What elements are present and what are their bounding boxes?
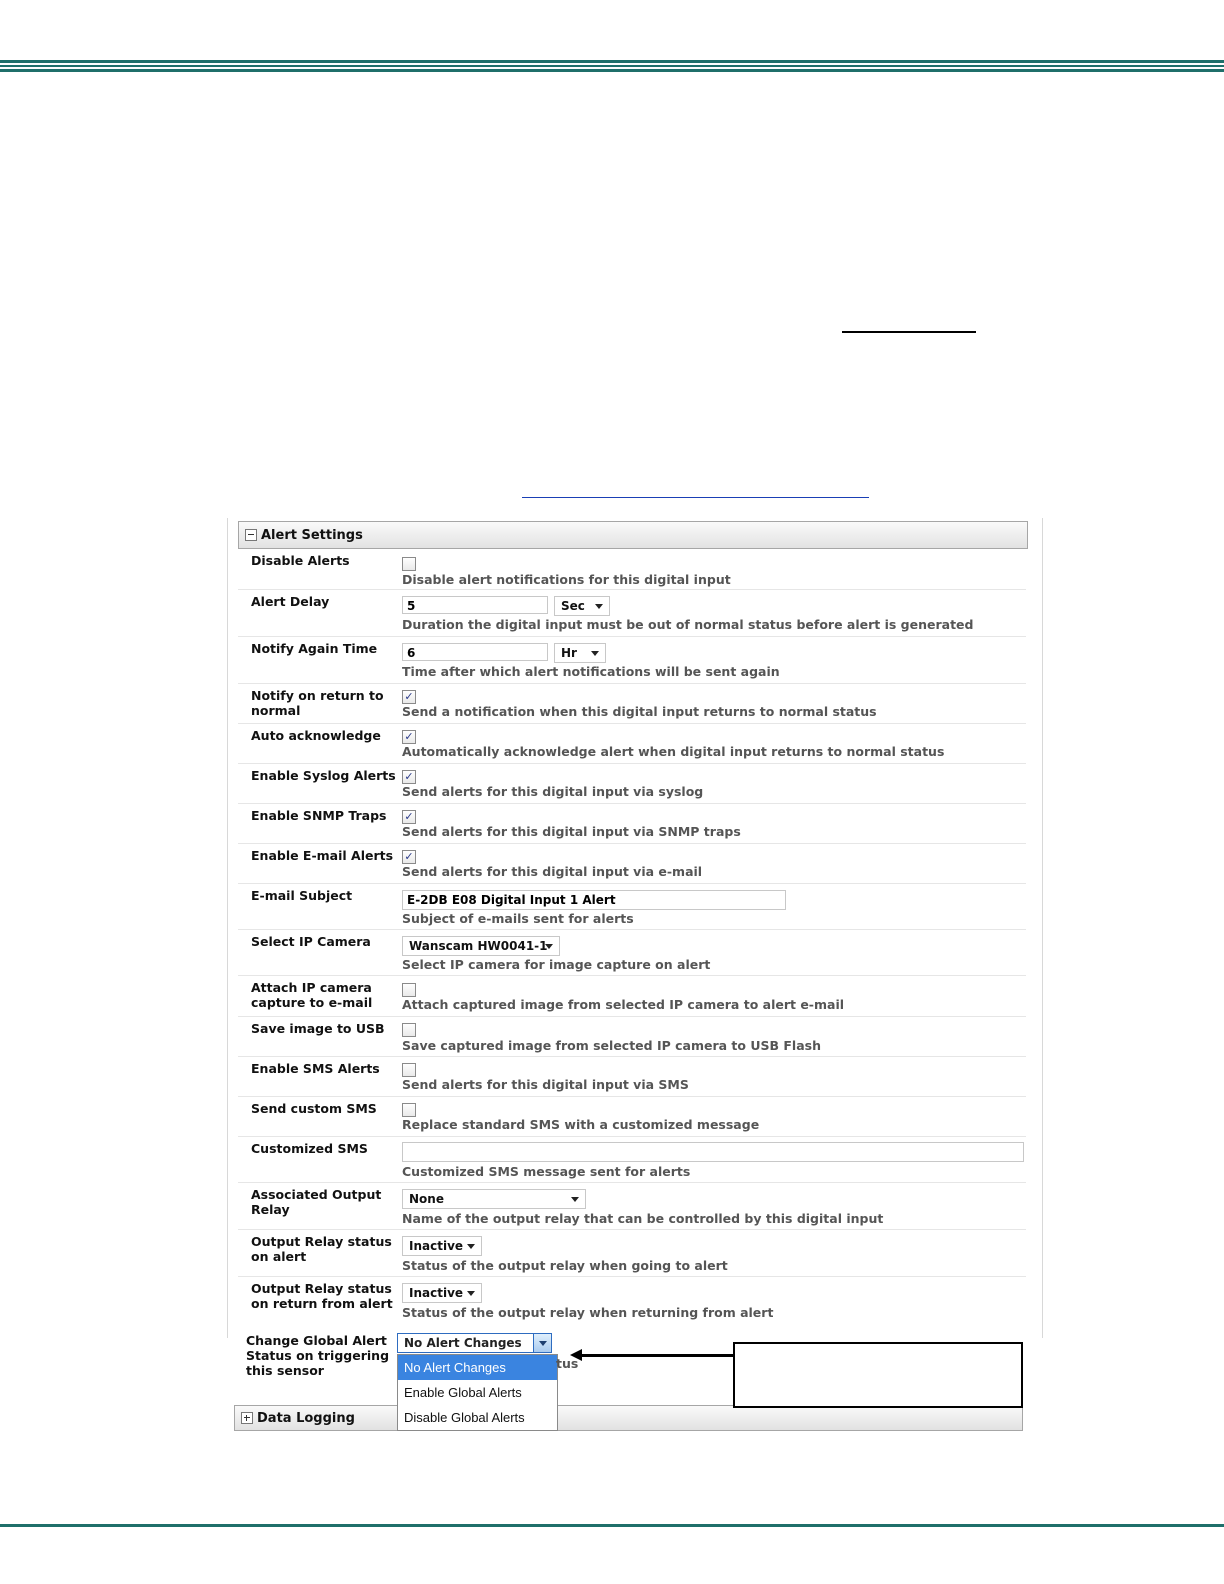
row-desc: Select IP camera for image capture on alert <box>402 957 711 972</box>
row-desc: Status of the output relay when going to alert <box>402 1258 728 1273</box>
row-relay-on-alert <box>238 1230 1026 1277</box>
chevron-down-icon[interactable] <box>533 1334 551 1352</box>
alert-delay-input[interactable]: 5 <box>402 596 548 614</box>
notify-again-unit-select[interactable] <box>554 643 606 663</box>
row-syslog <box>238 764 1026 804</box>
chevron-down-icon <box>571 1197 579 1202</box>
row-desc: Subject of e-mails sent for alerts <box>402 911 634 926</box>
data-logging-header[interactable] <box>234 1405 1023 1431</box>
row-ip-camera <box>238 930 1026 976</box>
option-no-alert-changes[interactable]: No Alert Changes <box>398 1355 557 1380</box>
sms-alerts-checkbox[interactable] <box>402 1063 416 1077</box>
row-label: Disable Alerts <box>251 553 350 568</box>
frame-left <box>227 518 228 1338</box>
chevron-down-icon <box>467 1244 475 1249</box>
row-label: Attach IP camera capture to e-mail <box>251 980 373 1010</box>
row-label: Output Relay status on return from alert <box>251 1281 393 1311</box>
row-desc: Disable alert notifications for this digital input <box>402 572 731 587</box>
row-desc: Attach captured image from selected IP camera to alert e-mail <box>402 997 845 1012</box>
row-label: Customized SMS <box>251 1141 368 1156</box>
global-alert-options <box>397 1354 558 1431</box>
row-sms-alerts <box>238 1057 1026 1097</box>
option-enable-global-alerts[interactable]: Enable Global Alerts <box>404 1385 522 1400</box>
email-alerts-checkbox[interactable]: ✓ <box>402 850 416 864</box>
row-label: Enable SMS Alerts <box>251 1061 380 1076</box>
chevron-down-icon <box>591 651 599 656</box>
underline-mark <box>842 331 976 333</box>
alert-delay-unit-select[interactable] <box>554 596 610 616</box>
chevron-down-icon <box>595 604 603 609</box>
row-output-relay <box>238 1183 1026 1230</box>
syslog-checkbox[interactable]: ✓ <box>402 770 416 784</box>
row-desc: Automatically acknowledge alert when digital input returns to normal status <box>402 744 945 759</box>
row-notify-again <box>238 637 1026 684</box>
row-label: Notify on return to normal <box>251 688 384 718</box>
select-value: Wanscam HW0041-1 <box>409 939 548 953</box>
select-value: Hr <box>561 646 577 660</box>
output-relay-select[interactable] <box>402 1189 586 1209</box>
row-email-alerts <box>238 844 1026 884</box>
link-underline <box>522 497 869 498</box>
row-notify-return <box>238 684 1026 724</box>
row-save-usb <box>238 1017 1026 1057</box>
notify-again-input[interactable]: 6 <box>402 643 548 661</box>
email-subject-input[interactable]: E-2DB E08 Digital Input 1 Alert <box>402 890 786 910</box>
row-disable-alerts <box>238 549 1026 590</box>
row-snmp <box>238 804 1026 844</box>
row-desc: Send alerts for this digital input via syslog <box>402 784 704 799</box>
row-label: Associated Output Relay <box>251 1187 382 1217</box>
row-desc: Replace standard SMS with a customized message <box>402 1117 760 1132</box>
select-value: None <box>409 1192 444 1206</box>
collapse-icon[interactable] <box>245 529 257 541</box>
row-desc: Send alerts for this digital input via e-mail <box>402 864 703 879</box>
auto-ack-checkbox[interactable]: ✓ <box>402 730 416 744</box>
save-usb-checkbox[interactable] <box>402 1023 416 1037</box>
chevron-down-icon <box>467 1291 475 1296</box>
section-title: Alert Settings <box>261 527 363 543</box>
row-label: Output Relay status on alert <box>251 1234 392 1264</box>
row-label: Enable SNMP Traps <box>251 808 387 823</box>
row-desc: Save captured image from selected IP camera to USB Flash <box>402 1038 821 1053</box>
option-disable-global-alerts[interactable]: Disable Global Alerts <box>404 1410 525 1425</box>
header-rule <box>0 60 1224 63</box>
row-label: Enable E-mail Alerts <box>251 848 394 863</box>
row-custom-sms <box>238 1097 1026 1137</box>
row-label: E-mail Subject <box>251 888 353 903</box>
section-title: Data Logging <box>257 1410 355 1426</box>
row-email-subject <box>238 884 1026 930</box>
alert-settings-screenshot <box>227 518 1043 1452</box>
relay-on-alert-select[interactable] <box>402 1236 482 1256</box>
footer-rule <box>0 1524 1224 1527</box>
row-label: Change Global Alert Status on triggering this sensor <box>246 1333 390 1378</box>
select-value: Inactive <box>409 1286 464 1300</box>
attach-capture-checkbox[interactable] <box>402 983 416 997</box>
row-label: Send custom SMS <box>251 1101 377 1116</box>
select-value: Sec <box>561 599 585 613</box>
callout-box <box>733 1342 1023 1408</box>
disable-alerts-checkbox[interactable] <box>402 557 416 571</box>
row-label: Enable Syslog Alerts <box>251 768 396 783</box>
row-desc: Send alerts for this digital input via SMS <box>402 1077 689 1092</box>
row-relay-on-return <box>238 1277 1026 1325</box>
ip-camera-select[interactable] <box>402 936 560 956</box>
row-desc: Send alerts for this digital input via SNMP traps <box>402 824 741 839</box>
row-desc: Time after which alert notifications will be sent again <box>402 664 780 679</box>
row-desc: Status of the output relay when returning from alert <box>402 1305 774 1320</box>
relay-on-return-select[interactable] <box>402 1283 482 1303</box>
row-alert-delay <box>238 590 1026 637</box>
row-customized-sms <box>238 1137 1026 1183</box>
arrow-left-icon <box>570 1349 582 1361</box>
header-rule <box>0 65 1224 67</box>
row-label: Auto acknowledge <box>251 728 381 743</box>
alert-settings-header[interactable] <box>238 521 1028 549</box>
global-alert-select[interactable] <box>397 1333 552 1353</box>
row-desc: Name of the output relay that can be controlled by this digital input <box>402 1211 884 1226</box>
chevron-down-icon <box>545 944 553 949</box>
row-auto-ack <box>238 724 1026 764</box>
header-rule <box>0 69 1224 72</box>
row-desc-partial: tus <box>556 1356 579 1371</box>
row-desc: Send a notification when this digital input returns to normal status <box>402 704 877 719</box>
customized-sms-input[interactable] <box>402 1142 1024 1162</box>
select-value: Inactive <box>409 1239 464 1253</box>
notify-return-checkbox[interactable]: ✓ <box>402 690 416 704</box>
row-label: Notify Again Time <box>251 641 378 656</box>
custom-sms-checkbox[interactable] <box>402 1103 416 1117</box>
row-label: Save image to USB <box>251 1021 385 1036</box>
row-desc: Customized SMS message sent for alerts <box>402 1164 691 1179</box>
snmp-checkbox[interactable]: ✓ <box>402 810 416 824</box>
row-label: Select IP Camera <box>251 934 371 949</box>
row-desc: Duration the digital input must be out of normal status before alert is generated <box>402 617 974 632</box>
callout-arrow <box>580 1354 733 1357</box>
select-value: No Alert Changes <box>404 1336 522 1350</box>
row-label: Alert Delay <box>251 594 330 609</box>
frame-right <box>1042 518 1043 1338</box>
expand-icon[interactable] <box>241 1412 253 1424</box>
row-attach-capture <box>238 976 1026 1017</box>
